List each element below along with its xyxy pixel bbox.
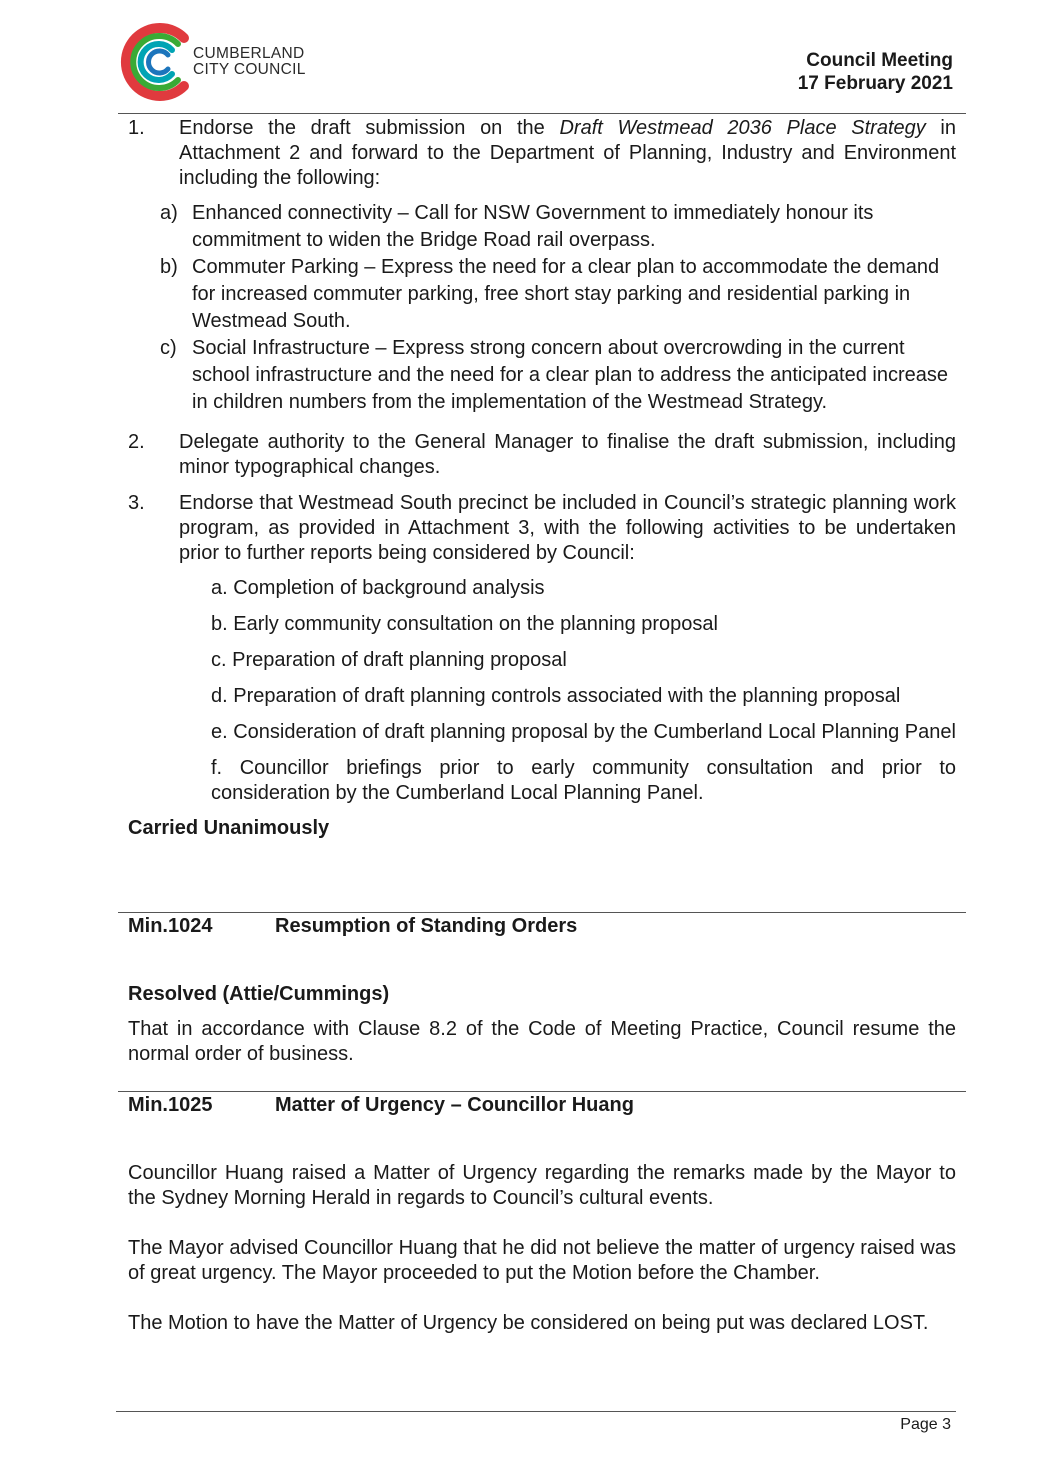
- item-3-activities: [128, 576, 956, 806]
- carried-statement: Carried Unanimously: [128, 817, 330, 839]
- activity-d: d. Preparation of draft planning controls associated with the planning proposal: [211, 685, 901, 707]
- sub-item-text: Social Infrastructure – Express strong concern about overcrowding in the current school infrastructure and the need for a clear plan to address the anticipated increase in children numbers from the implementation of the Westmead Strategy.: [192, 337, 949, 413]
- item-text: Endorse that Westmead South precinct be included in Council’s strategic planning work program, as provided in Attachment 3, with the following activities to be undertaken prior to further reports being considered by Council:: [179, 492, 956, 564]
- item-number: 1.: [128, 117, 145, 139]
- activity-e: e. Consideration of draft planning proposal by the Cumberland Local Planning Panel: [211, 721, 956, 743]
- logo-line-1: CUMBERLAND: [193, 45, 305, 62]
- activity-f: f. Councillor briefings prior to early community consultation and prior to consideration by the Cumberland Local Planning Panel.: [211, 757, 956, 804]
- sub-item-text: Commuter Parking – Express the need for a clear plan to accommodate the demand for increased commuter parking, free short stay parking and residential parking in Westmead South.: [192, 256, 940, 332]
- item-number: 3.: [128, 492, 145, 514]
- resolved-movers: Resolved (Attie/Cummings): [128, 983, 390, 1005]
- minute-heading: [128, 1093, 956, 1118]
- item-1-sublist: [128, 200, 956, 416]
- meeting-info: [798, 49, 953, 95]
- sub-item-c: [128, 335, 956, 416]
- sub-item-text: Enhanced connectivity – Call for NSW Government to immediately honour its commitment to widen the Bridge Road rail overpass.: [192, 202, 874, 251]
- page-header: [0, 0, 1041, 114]
- logo-wordmark: [193, 46, 306, 78]
- section-divider-1024: [118, 912, 966, 913]
- paragraph-1: Councillor Huang raised a Matter of Urgency regarding the remarks made by the Mayor to the Sydney Morning Herald in regards to Council’s cultural events.: [128, 1162, 956, 1209]
- resolution-item-1: [128, 116, 956, 191]
- activity-a: a. Completion of background analysis: [211, 577, 545, 599]
- sub-item-a: [128, 200, 956, 254]
- sub-item-label: c): [160, 337, 177, 359]
- council-logo-icon: [120, 20, 192, 104]
- minutes-body: [128, 114, 956, 841]
- paragraph-3: The Motion to have the Matter of Urgency be considered on being put was declared LOST.: [128, 1312, 929, 1334]
- paragraph-2: The Mayor advised Councillor Huang that he did not believe the matter of urgency raised was of great urgency. The Mayor proceeded to put the Motion before the Chamber.: [128, 1237, 956, 1284]
- item-text: Delegate authority to the General Manager to finalise the draft submission, including minor typographical changes.: [179, 431, 956, 478]
- minute-heading: [128, 914, 956, 939]
- resolution-item-3: [128, 491, 956, 566]
- meeting-date: 17 February 2021: [797, 73, 953, 94]
- minute-title: Resumption of Standing Orders: [275, 915, 578, 937]
- page-number: Page 3: [900, 1416, 951, 1433]
- sub-item-label: b): [160, 256, 178, 278]
- item-text-italic: Draft Westmead 2036 Place Strategy: [559, 117, 926, 139]
- resolution-item-2: [128, 430, 956, 480]
- minute-title: Matter of Urgency – Councillor Huang: [275, 1094, 634, 1116]
- minute-number: Min.1024: [128, 915, 213, 937]
- min-1024-section: [128, 914, 956, 1067]
- min-1025-section: [128, 1093, 956, 1336]
- item-text-start: Endorse the draft submission on the: [179, 117, 560, 139]
- activity-c: c. Preparation of draft planning proposal: [211, 649, 567, 671]
- sub-item-label: a): [160, 202, 178, 224]
- item-text-end: in Attachment 2 and forward to the Department of Planning, Industry and Environment including the following:: [179, 117, 956, 189]
- item-number: 2.: [128, 431, 145, 453]
- footer-divider: [116, 1411, 956, 1412]
- sub-item-b: [128, 254, 956, 335]
- logo-line-2: CITY COUNCIL: [193, 61, 306, 78]
- minute-number: Min.1025: [128, 1094, 213, 1116]
- resolution-text: That in accordance with Clause 8.2 of the Code of Meeting Practice, Council resume the normal order of business.: [128, 1018, 956, 1065]
- section-divider-1025: [118, 1091, 966, 1092]
- council-logo: [120, 20, 320, 104]
- meeting-title: Council Meeting: [806, 50, 953, 71]
- activity-b: b. Early community consultation on the planning proposal: [211, 613, 718, 635]
